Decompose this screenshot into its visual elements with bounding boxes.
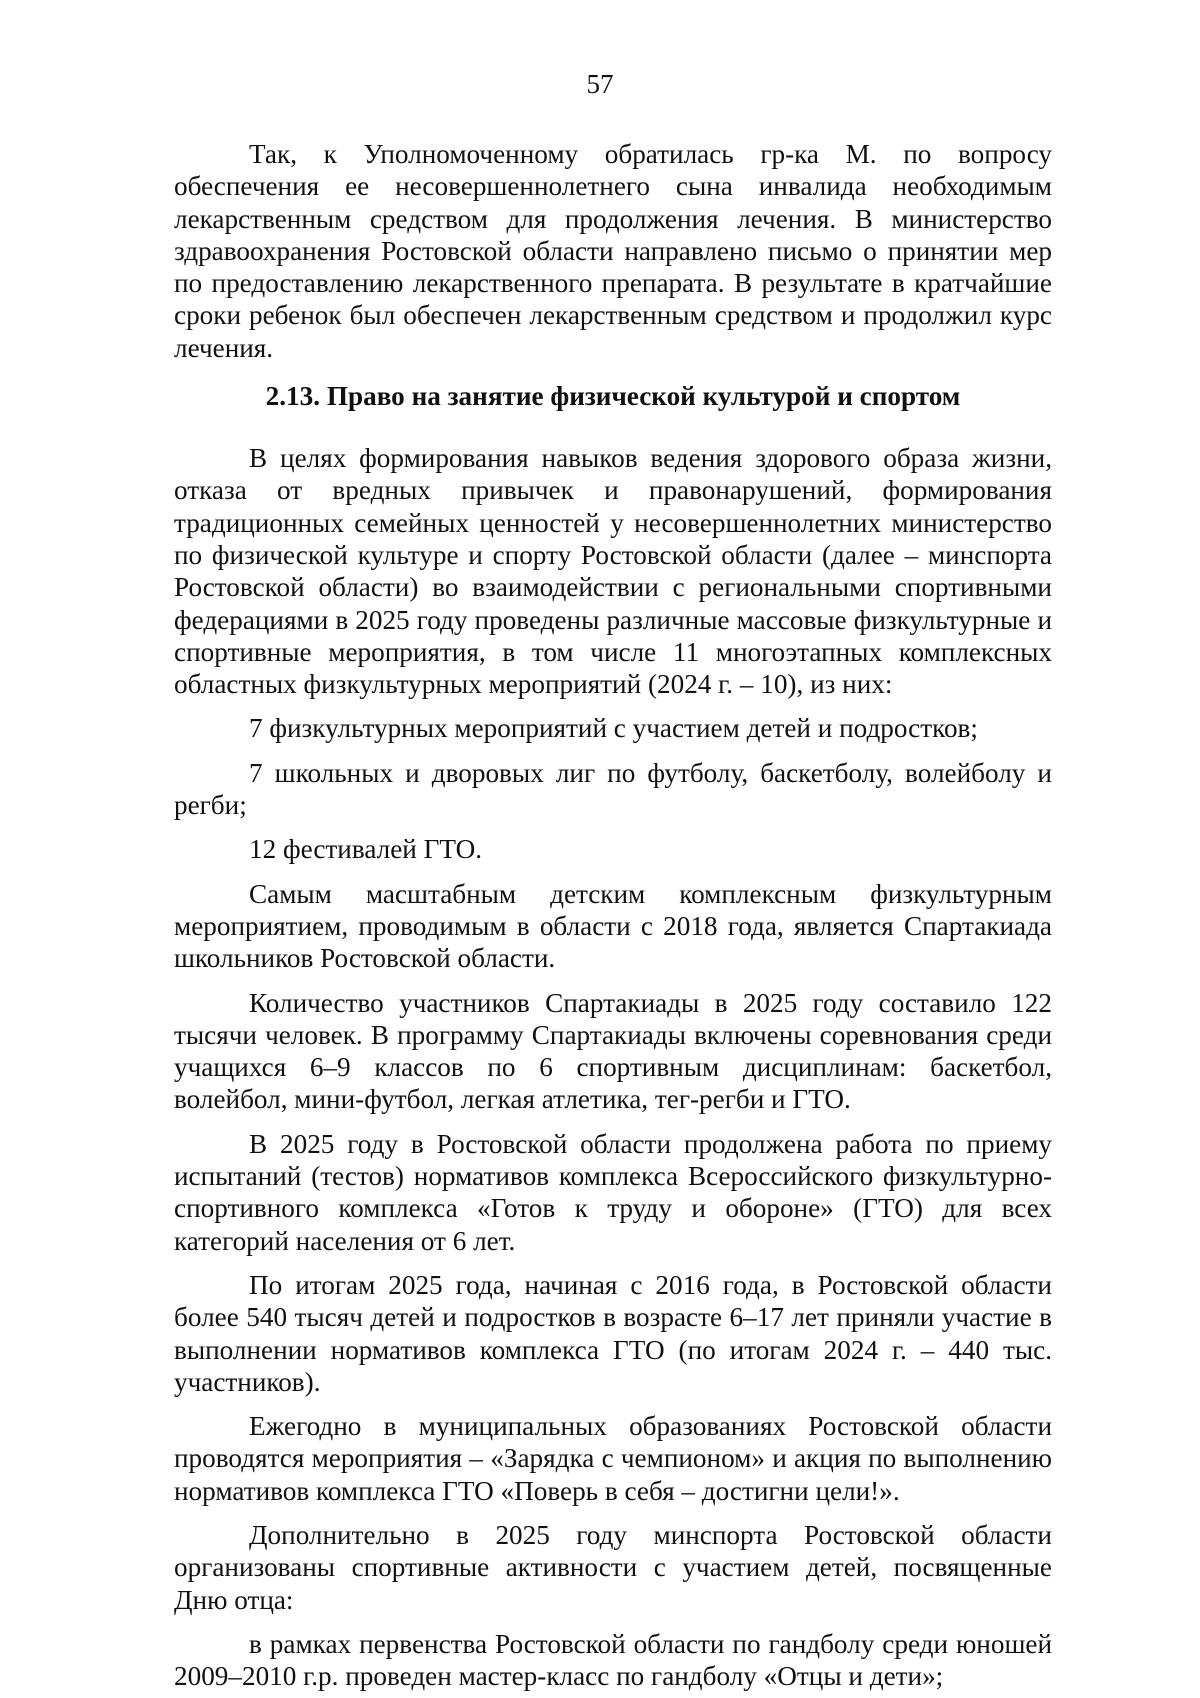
paragraph-handball-masterclass: в рамках первенства Ростовской области по гандболу среди юношей 2009–2010 г.р. проведен мастер-класс по гандболу «Отцы и дети»; [174, 1628, 1052, 1692]
paragraph-spartakiad-participants: Количество участников Спартакиады в 2025 году составило 122 тысячи человек. В программу Спартакиады включены соревнования среди учащихся 6–9 классов по 6 спортивным дисциплинам: баскетбол, волейбол, мини-футбол, легкая атлетика, тег-регби и ГТО. [174, 987, 1052, 1115]
page-number: 57 [586, 69, 614, 99]
paragraph-annual-events: Ежегодно в муниципальных образованиях Ростовской области проводятся мероприятия – «Зарядка с чемпионом» и акция по выполнению нормативов комплекса ГТО «Поверь в себя – достигни цели!». [174, 1411, 1052, 1506]
paragraph-gto-results: По итогам 2025 года, начиная с 2016 года, в Ростовской области более 540 тысяч детей и подростков в возрасте 6–17 лет приняли участие в выполнении нормативов комплекса ГТО (по итогам 2024 г. – 440 тыс. участников). [174, 1269, 1052, 1397]
section-heading: 2.13. Право на занятие физической культурой и спортом [265, 381, 961, 412]
list-item-fitness-events: 7 физкультурных мероприятий с участием детей и подростков; [249, 713, 978, 744]
list-item-gto-festivals: 12 фестивалей ГТО. [249, 834, 483, 865]
paragraph-gto-testing: В 2025 году в Ростовской области продолжена работа по приему испытаний (тестов) нормативов комплекса Всероссийского физкультурно-спортивного комплекса «Готов к труду и обороне» (ГТО) для всех категорий населения от 6 лет. [174, 1128, 1052, 1256]
paragraph-spartakiad: Самым масштабным детским комплексным физкультурным мероприятием, проводимым в области с 2018 года, является Спартакиада школьников Ростовской области. [174, 878, 1052, 974]
document-body [174, 138, 1052, 1692]
paragraph-intro-sports-events: В целях формирования навыков ведения здорового образа жизни, отказа от вредных привычек и правонарушений, формирования традиционных семейных ценностей у несовершеннолетних министерство по физической культуре и спорту Ростовской области (далее – минспорта Ростовской области) во взаимодействии с региональными спортивными федерациями в 2025 году проведены различные массовые физкультурные и спортивные мероприятия, в том числе 11 многоэтапных комплексных областных физкультурных мероприятий (2024 г. – 10), из них: [174, 443, 1052, 700]
paragraph-fathers-day: Дополнительно в 2025 году минспорта Ростовской области организованы спортивные активности с участием детей, посвященные Дню отца: [174, 1519, 1052, 1615]
list-item-school-leagues: 7 школьных и дворовых лиг по футболу, баскетболу, волейболу и регби; [174, 757, 1052, 821]
paragraph-medication-case: Так, к Уполномоченному обратилась гр-ка М. по вопросу обеспечения ее несовершеннолетнего сына инвалида необходимым лекарственным средством для продолжения лечения. В министерство здравоохранения Ростовской области направлено письмо о принятии мер по предоставлению лекарственного препарата. В результате в кратчайшие сроки ребенок был обеспечен лекарственным средством и продолжил курс лечения. [174, 139, 1052, 363]
